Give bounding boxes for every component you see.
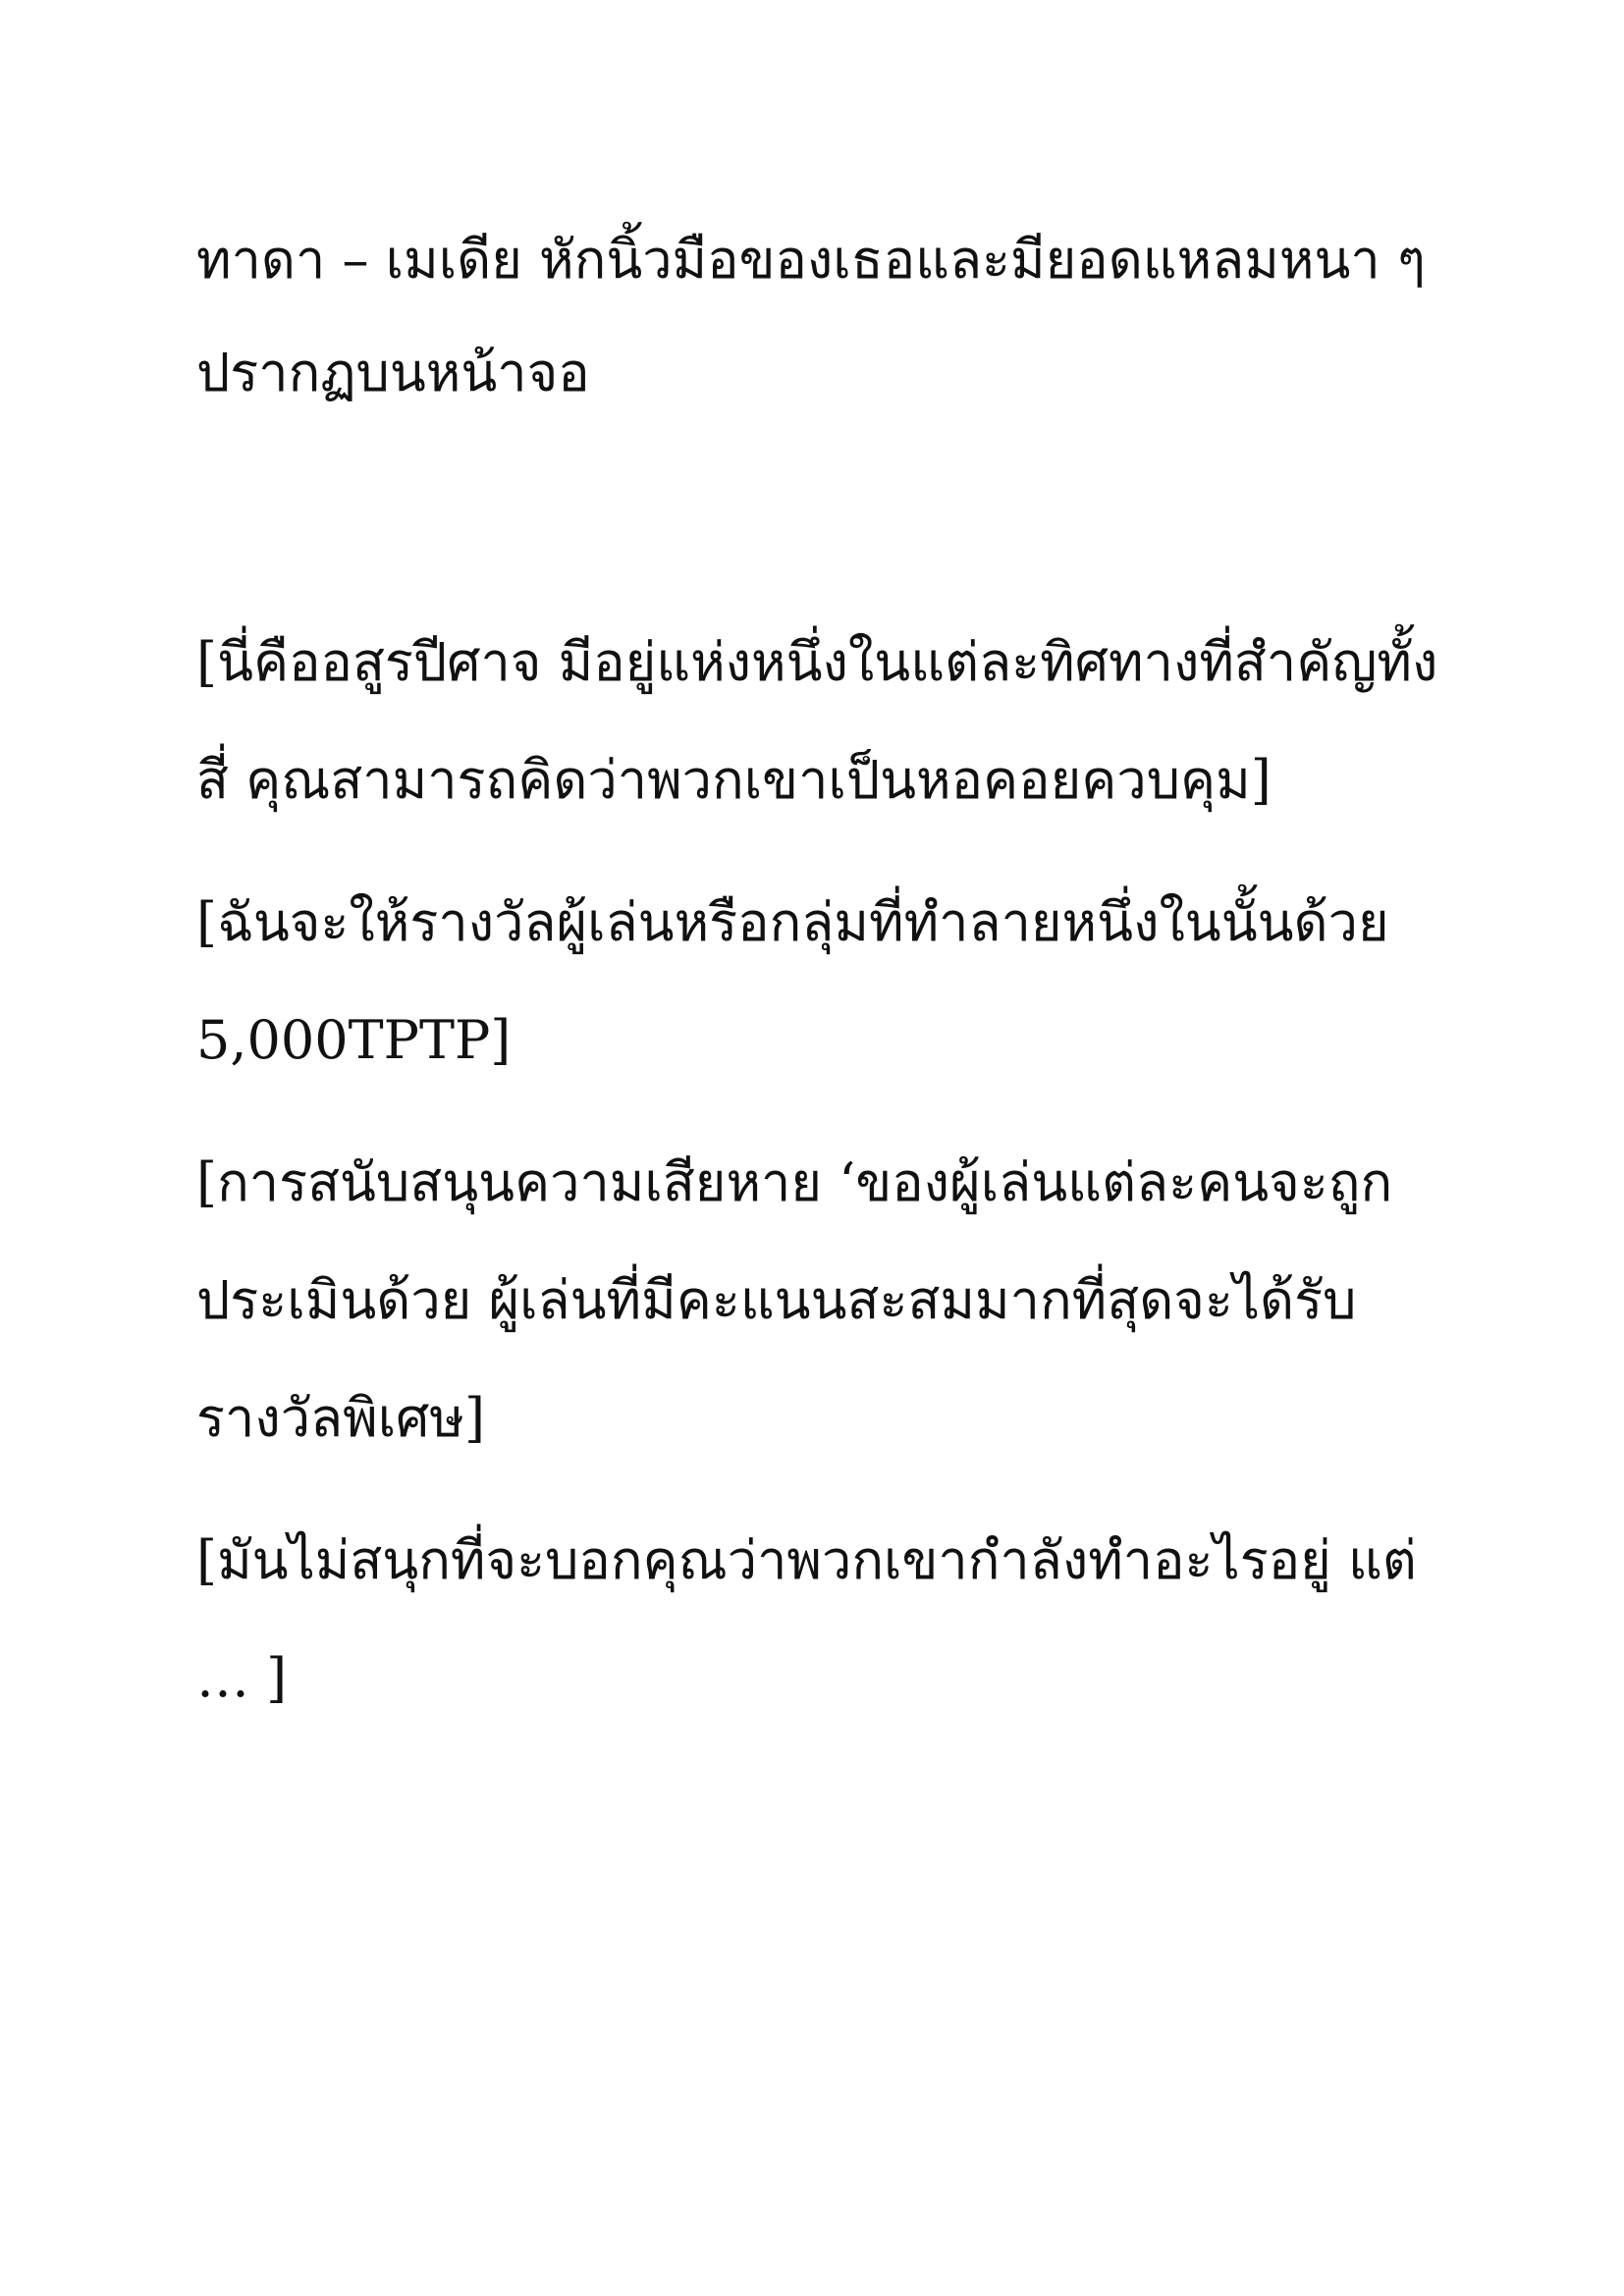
text-line: รางวัลพิเศษ] (196, 1387, 486, 1449)
text-line: [นี่คืออสูรปีศาจ มีอยู่แห่งหนึ่งในแต่ละทิศทางที่สำคัญทั้ง (196, 631, 1438, 693)
text-line: สี่ คุณสามารถคิดว่าพวกเขาเป็นหอคอยควบคุม] (196, 749, 1272, 811)
text-line: ประเมินด้วย ผู้เล่นที่มีคะแนนสะสมมากที่สุดจะได้รับ (196, 1269, 1357, 1331)
text-line: ปรากฏบนหน้าจอ (196, 342, 590, 403)
text-line: [ฉันจะให้รางวัลผู้เล่นหรือกลุ่มที่ทำลายหนึ่งในนั้นด้วย (196, 891, 1389, 953)
text-line: 5,000TPTP] (196, 1009, 512, 1071)
text-line: … ] (196, 1647, 288, 1709)
text-line: [มันไม่สนุกที่จะบอกคุณว่าพวกเขากำลังทำอะไรอยู่ แต่ (196, 1529, 1417, 1591)
text-line: [การสนับสนุนความเสียหาย ‘ของผู้เล่นแต่ละคนจะถูก (196, 1151, 1393, 1213)
text-line: ทาดา – เมเดีย หักนิ้วมือของเธอและมียอดแหลมหนา ๆ (196, 229, 1426, 291)
